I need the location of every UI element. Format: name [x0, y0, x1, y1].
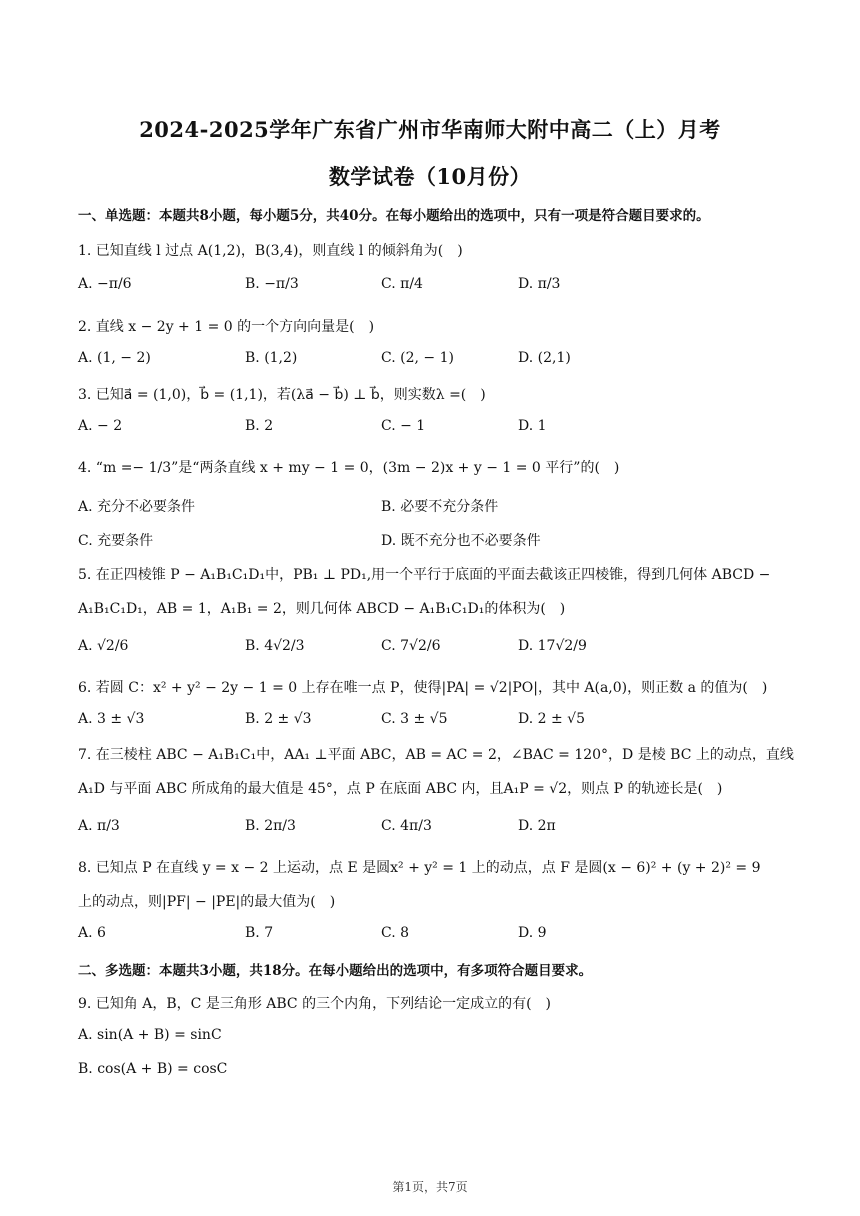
question-7-option-b: B. 2π/3	[245, 818, 296, 834]
question-4-option-a: A. 充分不必要条件	[78, 499, 196, 515]
question-9-option-a: A. sin(A + B) = sinC	[78, 1027, 222, 1043]
question-5-option-c: C. 7√2/6	[381, 638, 441, 654]
question-4-stem: 4. “m =− 1/3”是“两条直线 x + my − 1 = 0，(3m − 2)x + y − 1 = 0 平行”的( )	[78, 460, 620, 476]
question-5-stem-line2: A₁B₁C₁D₁，AB = 1，A₁B₁ = 2，则几何体 ABCD − A₁B₁C₁D₁的体积为( )	[78, 601, 566, 617]
question-2-option-d: D. (2,1)	[518, 350, 571, 366]
page-footer: 第1页，共7页	[392, 1180, 468, 1194]
exam-title-line2: 数学试卷（10月份）	[328, 164, 532, 189]
question-6-option-c: C. 3 ± √5	[381, 711, 448, 727]
question-5-option-d: D. 17√2/9	[518, 638, 587, 654]
question-2-stem: 2. 直线 x − 2y + 1 = 0 的一个方向向量是( )	[78, 319, 375, 335]
question-3-option-a: A. − 2	[78, 418, 123, 434]
question-6-option-b: B. 2 ± √3	[245, 711, 312, 727]
section-single-choice-header: 一、单选题：本题共8小题，每小题5分，共40分。在每小题给出的选项中，只有一项是符合题目要求的。	[78, 208, 710, 224]
question-7-stem-line2: A₁D 与平面 ABC 所成角的最大值是 45°，点 P 在底面 ABC 内，且A₁P = √2，则点 P 的轨迹长是( )	[78, 781, 723, 797]
question-7-option-c: C. 4π/3	[381, 818, 432, 834]
question-4-option-d: D. 既不充分也不必要条件	[381, 533, 541, 549]
question-8-option-a: A. 6	[78, 925, 106, 941]
question-8-stem-line1: 8. 已知点 P 在直线 y = x − 2 上运动，点 E 是圆x² + y² = 1 上的动点，点 F 是圆(x − 6)² + (y + 2)² = 9	[78, 860, 761, 876]
question-2-option-c: C. (2, − 1)	[381, 350, 454, 366]
question-4-option-c: C. 充要条件	[78, 533, 154, 549]
question-5-option-a: A. √2/6	[78, 638, 129, 654]
question-8-option-c: C. 8	[381, 925, 410, 941]
question-1-option-b: B. −π/3	[245, 276, 299, 292]
question-3-option-c: C. − 1	[381, 418, 426, 434]
question-3-option-d: D. 1	[518, 418, 547, 434]
question-3-stem: 3. 已知a⃗ = (1,0)，b⃗ = (1,1)，若(λa⃗ − b⃗) ⊥ b⃗，则实数λ =( )	[78, 387, 486, 403]
question-9-stem: 9. 已知角 A，B，C 是三角形 ABC 的三个内角，下列结论一定成立的有( )	[78, 996, 552, 1012]
question-6-stem: 6. 若圆 C：x² + y² − 2y − 1 = 0 上存在唯一点 P，使得|PA| = √2|PO|，其中 A(a,0)，则正数 a 的值为( )	[78, 680, 768, 696]
question-6-option-d: D. 2 ± √5	[518, 711, 585, 727]
question-5-option-b: B. 4√2/3	[245, 638, 305, 654]
question-8-option-b: B. 7	[245, 925, 274, 941]
question-7-option-d: D. 2π	[518, 818, 556, 834]
question-6-option-a: A. 3 ± √3	[78, 711, 145, 727]
question-7-stem-line1: 7. 在三棱柱 ABC − A₁B₁C₁中，AA₁ ⊥平面 ABC，AB = AC = 2，∠BAC = 120°，D 是棱 BC 上的动点，直线	[78, 747, 794, 763]
question-8-option-d: D. 9	[518, 925, 547, 941]
section-multiple-choice-header: 二、多选题：本题共3小题，共18分。在每小题给出的选项中，有多项符合题目要求。	[78, 963, 593, 979]
question-4-option-b: B. 必要不充分条件	[381, 499, 499, 515]
question-3-option-b: B. 2	[245, 418, 274, 434]
question-2-option-b: B. (1,2)	[245, 350, 298, 366]
exam-title-line1: 2024-2025学年广东省广州市华南师大附中高二（上）月考	[139, 117, 721, 142]
question-1-option-a: A. −π/6	[78, 276, 132, 292]
question-1-option-d: D. π/3	[518, 276, 561, 292]
question-7-option-a: A. π/3	[78, 818, 120, 834]
question-1-option-c: C. π/4	[381, 276, 423, 292]
question-8-stem-line2: 上的动点，则|PF| − |PE|的最大值为( )	[78, 894, 336, 910]
question-1-stem: 1. 已知直线 l 过点 A(1,2)，B(3,4)，则直线 l 的倾斜角为( )	[78, 243, 463, 259]
question-2-option-a: A. (1, − 2)	[78, 350, 151, 366]
question-9-option-b: B. cos(A + B) = cosC	[78, 1061, 228, 1077]
question-5-stem-line1: 5. 在正四棱锥 P − A₁B₁C₁D₁中，PB₁ ⊥ PD₁,用一个平行于底面的平面去截该正四棱锥，得到几何体 ABCD −	[78, 567, 771, 583]
